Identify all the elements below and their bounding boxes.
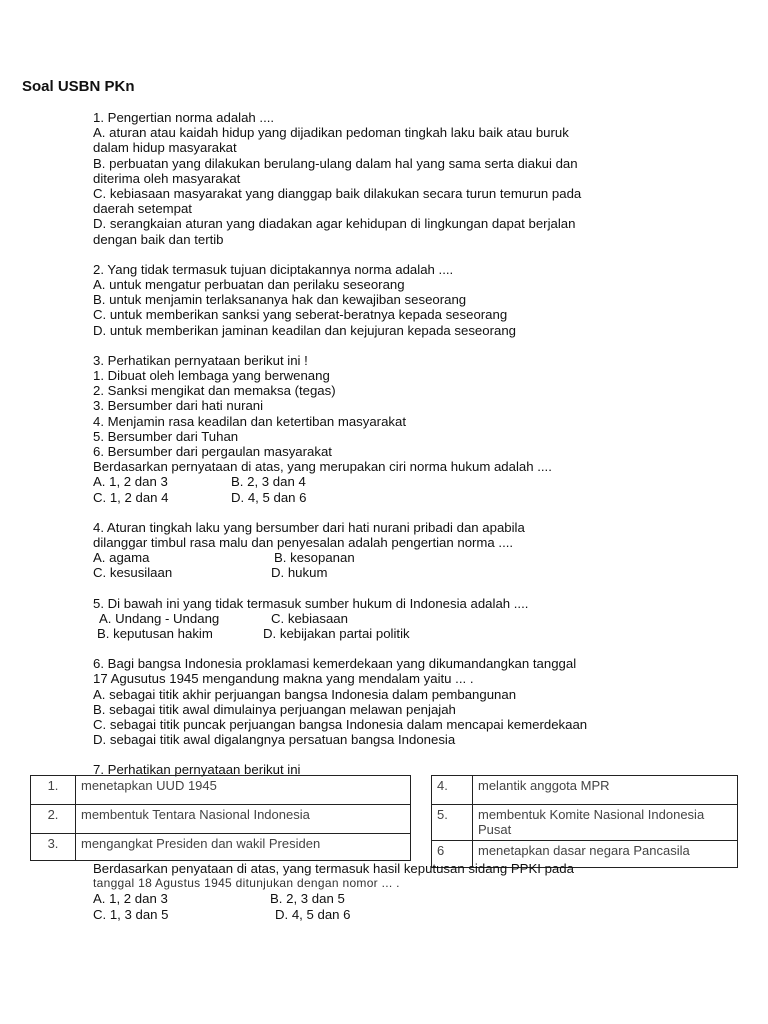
table-row: [432, 805, 738, 841]
question-2: [93, 262, 703, 338]
option-c: C. sebagai titik puncak perjuangan bangsa Indonesia dalam mencapai kemerdekaan: [93, 717, 588, 733]
option-b: B. sebagai titik awal dimulainya perjuangan melawan penjajah: [93, 701, 456, 717]
table-cell-number: 3.: [31, 834, 76, 861]
option-b: B. perbuatan yang dilakukan berulang-ulang dalam hal yang sama serta diakui dan: [93, 155, 578, 171]
option-d: D. untuk memberikan jaminan keadilan dan kejujuran kepada seseorang: [93, 322, 516, 338]
statement-table-left: [30, 775, 411, 861]
table-row: [432, 776, 738, 805]
option-b: B. 2, 3 dan 4: [231, 474, 306, 490]
option-row: [93, 474, 703, 489]
option-a: A. 1, 2 dan 3: [93, 474, 168, 490]
table-cell-number: 5.: [432, 805, 473, 841]
statement-item: 2. Sanksi mengikat dan memaksa (tegas): [93, 383, 336, 399]
table-cell-text: membentuk Tentara Nasional Indonesia: [76, 805, 411, 834]
option-a: A. Undang - Undang: [99, 610, 220, 626]
option-c: C. kesusilaan: [93, 565, 173, 581]
question-text-cont: 17 Agusutus 1945 mengandung makna yang mendalam yaitu ... .: [93, 671, 474, 687]
option-b: B. 2, 3 dan 5: [270, 891, 345, 907]
statement-item: 1. Dibuat oleh lembaga yang berwenang: [93, 368, 330, 384]
option-c: C. 1, 2 dan 4: [93, 489, 169, 505]
table-cell-number: 1.: [31, 776, 76, 805]
question-7-prompt: [93, 861, 713, 922]
question-text-cont: dilanggar timbul rasa malu dan penyesalan adalah pengertian norma ....: [93, 535, 514, 551]
table-cell-number: 4.: [432, 776, 473, 805]
option-a: A. agama: [93, 550, 150, 566]
option-c: C. untuk memberikan sanksi yang seberat-beratnya kepada seseorang: [93, 307, 508, 323]
option-d: D. hukum: [271, 565, 328, 581]
table-cell-text: mengangkat Presiden dan wakil Presiden: [76, 834, 411, 861]
option-row: [93, 490, 703, 505]
table-row: [31, 834, 411, 861]
statement-item: 4. Menjamin rasa keadilan dan ketertiban masyarakat: [93, 413, 407, 429]
option-row: [93, 611, 703, 626]
option-row: [93, 626, 703, 641]
option-row: [93, 891, 713, 906]
question-text: 2. Yang tidak termasuk tujuan diciptakannya norma adalah ....: [93, 261, 454, 277]
option-a-cont: dalam hidup masyarakat: [93, 140, 237, 156]
page-title: Soal USBN PKn: [22, 78, 135, 95]
option-c: C. 1, 3 dan 5: [93, 906, 169, 922]
statement-item: 6. Bersumber dari pergaulan masyarakat: [93, 444, 332, 460]
option-c: C. kebiasaan: [271, 610, 348, 626]
question-prompt-cont: tanggal 18 Agustus 1945 ditunjukan dengan nomor ... .: [93, 876, 400, 891]
question-text: 5. Di bawah ini yang tidak termasuk sumber hukum di Indonesia adalah ....: [93, 595, 529, 611]
question-prompt: Berdasarkan penyataan di atas, yang termasuk hasil keputusan sidang PPKI pada: [93, 861, 574, 876]
question-5: [93, 596, 703, 642]
question-text: 4. Aturan tingkah laku yang bersumber dari hati nurani pribadi dan apabila: [93, 519, 525, 535]
option-a: A. 1, 2 dan 3: [93, 891, 168, 907]
table-cell-number: 2.: [31, 805, 76, 834]
table-cell-number: 6: [432, 841, 473, 868]
table-row: [31, 776, 411, 805]
question-text: 6. Bagi bangsa Indonesia proklamasi kemerdekaan yang dikumandangkan tanggal: [93, 656, 577, 672]
question-list: [93, 110, 703, 778]
option-d: D. 4, 5 dan 6: [275, 906, 351, 922]
option-a: A. sebagai titik akhir perjuangan bangsa Indonesia dalam pembangunan: [93, 686, 517, 702]
question-prompt: Berdasarkan pernyataan di atas, yang merupakan ciri norma hukum adalah ....: [93, 459, 552, 475]
question-6: [93, 656, 703, 747]
table-cell-text: melantik anggota MPR: [473, 776, 738, 805]
question-text: 1. Pengertian norma adalah ....: [93, 110, 275, 125]
option-a: A. aturan atau kaidah hidup yang dijadikan pedoman tingkah laku baik atau buruk: [93, 125, 569, 141]
option-row: [93, 550, 703, 565]
option-d: D. kebijakan partai politik: [263, 626, 410, 642]
option-d: D. serangkaian aturan yang diadakan agar kehidupan di lingkungan dapat berjalan: [93, 216, 576, 232]
question-text: 7. Perhatikan pernyataan berikut ini: [93, 762, 301, 778]
option-b: B. kesopanan: [274, 550, 355, 566]
question-4: [93, 520, 703, 581]
question-1: [93, 110, 703, 247]
table-cell-text: membentuk Komite Nasional Indonesia Pusat: [473, 805, 738, 841]
option-d: D. 4, 5 dan 6: [231, 489, 307, 505]
table-row: [31, 805, 411, 834]
option-d-cont: dengan baik dan tertib: [93, 231, 224, 247]
question-3: [93, 353, 703, 505]
statement-item: 3. Bersumber dari hati nurani: [93, 398, 264, 414]
option-a: A. untuk mengatur perbuatan dan perilaku seseorang: [93, 277, 405, 293]
table-cell-text: menetapkan UUD 1945: [76, 776, 411, 805]
table-cell-text: menetapkan dasar negara Pancasila: [473, 841, 738, 868]
option-c: C. kebiasaan masyarakat yang dianggap baik dilakukan secara turun temurun pada: [93, 186, 582, 202]
question-text: 3. Perhatikan pernyataan berikut ini !: [93, 352, 308, 368]
option-d: D. sebagai titik awal digalangnya persatuan bangsa Indonesia: [93, 732, 456, 748]
option-row: [93, 907, 713, 922]
option-b: B. keputusan hakim: [97, 626, 213, 642]
option-b-cont: diterima oleh masyarakat: [93, 170, 241, 186]
statement-item: 5. Bersumber dari Tuhan: [93, 428, 239, 444]
statement-table-right: [431, 775, 738, 868]
option-c-cont: daerah setempat: [93, 201, 192, 217]
option-row: [93, 565, 703, 580]
option-b: B. untuk menjamin terlaksananya hak dan kewajiban seseorang: [93, 292, 467, 308]
